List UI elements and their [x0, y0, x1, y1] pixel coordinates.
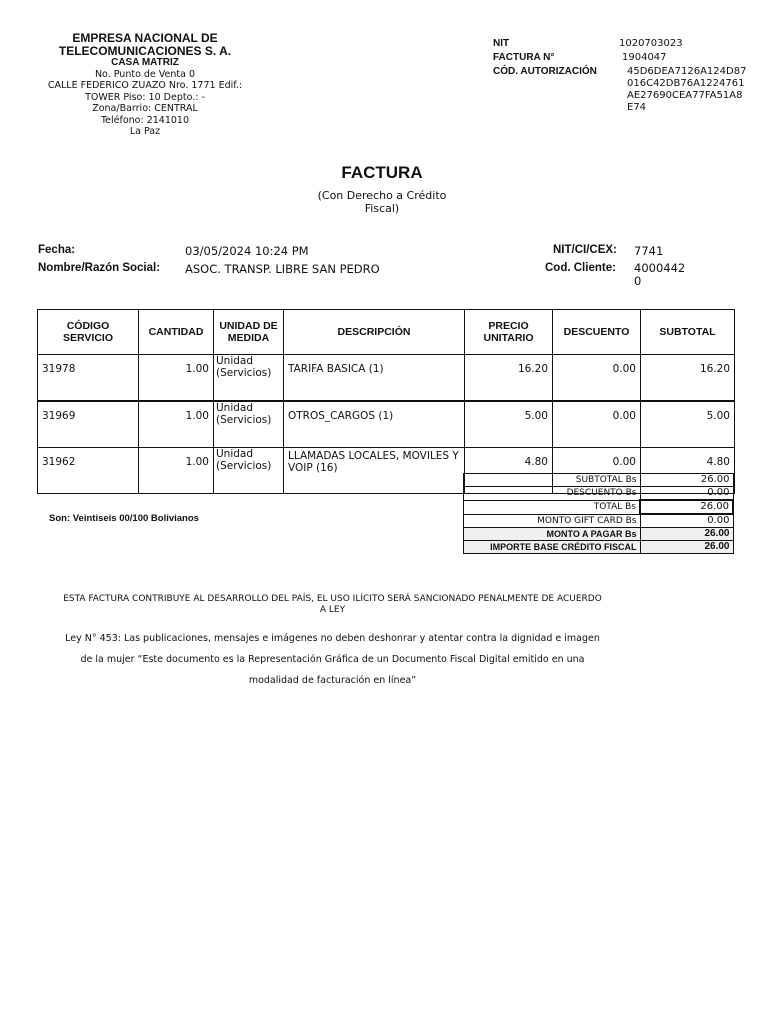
cell-price: 5.00: [465, 401, 553, 448]
table-row: [38, 355, 735, 402]
company-phone: Teléfono: 2141010: [100, 114, 190, 126]
cell-desc: TARIFA BASICA (1): [284, 355, 465, 402]
cell-qty: 1.00: [139, 355, 214, 402]
amount-in-words: Son: Veintiseis 00/100 Bolivianos: [49, 513, 199, 524]
table-header-row: [38, 310, 735, 355]
header-price: PRECIO UNITARIO: [465, 310, 553, 355]
totals-row: [464, 541, 734, 554]
discount-label: DESCUENTO Bs: [464, 487, 641, 501]
company-address-2: TOWER Piso: 10 Depto.: -: [85, 91, 205, 103]
amount-due-value: 26.00: [640, 528, 733, 541]
gift-card-value: 0.00: [640, 514, 733, 528]
company-branch: CASA MATRIZ: [111, 57, 179, 68]
header-subtotal: SUBTOTAL: [641, 310, 735, 355]
auth-code-label: CÓD. AUTORIZACIÓN: [493, 66, 597, 77]
client-name-label: Nombre/Razón Social:: [38, 262, 161, 274]
cell-desc: LLAMADAS LOCALES, MOVILES Y VOIP (16): [284, 448, 465, 494]
cell-qty: 1.00: [139, 448, 214, 494]
cell-discount: 0.00: [553, 355, 641, 402]
nit-label: NIT: [493, 38, 510, 49]
cell-code: 31978: [38, 355, 139, 402]
header-discount: DESCUENTO: [553, 310, 641, 355]
total-label: TOTAL Bs: [464, 500, 641, 514]
invoice-number-label: FACTURA N°: [493, 52, 555, 63]
company-block: [40, 32, 250, 138]
client-id-value: 7741: [634, 244, 664, 258]
client-name-value: ASOC. TRANSP. LIBRE SAN PEDRO: [185, 262, 380, 276]
client-id-label: NIT/CI/CEX:: [553, 244, 617, 256]
subtotal-value: 26.00: [640, 474, 733, 487]
cell-code: 31969: [38, 401, 139, 448]
cell-price: 4.80: [465, 448, 553, 494]
tax-base-value: 26.00: [640, 541, 733, 554]
point-of-sale: No. Punto de Venta 0: [94, 68, 196, 80]
totals-row: [464, 487, 734, 501]
totals-row: [464, 528, 734, 541]
date-label: Fecha:: [38, 244, 76, 256]
header-unit: UNIDAD DE MEDIDA: [214, 310, 284, 355]
totals-row: [464, 474, 734, 487]
header-desc: DESCRIPCIÓN: [284, 310, 465, 355]
invoice-number-value: 1904047: [622, 52, 667, 63]
cell-unit: Unidad (Servicios): [214, 448, 284, 494]
cell-unit: Unidad (Servicios): [214, 401, 284, 448]
client-code-label: Cod. Cliente:: [545, 262, 616, 274]
date-value: 03/05/2024 10:24 PM: [185, 244, 309, 258]
law-notice: Ley N° 453: Las publicaciones, mensajes e imágenes no deben deshonrar y atentar contra la dignidad e imagen de la mujer “Este documento es la Representación Gráfica de un Documento Fiscal Digital emitido en una modalidad de facturación en línea”: [65, 633, 600, 686]
company-city: La Paz: [129, 126, 161, 137]
nit-value: 1020703023: [619, 38, 683, 49]
cell-code: 31962: [38, 448, 139, 494]
client-code-value: 40004420: [634, 261, 686, 288]
subtotal-label: SUBTOTAL Bs: [464, 474, 641, 487]
gift-card-label: MONTO GIFT CARD Bs: [464, 514, 641, 528]
company-zone: Zona/Barrio: CENTRAL: [92, 103, 198, 114]
totals-table: [463, 473, 734, 554]
company-address: CALLE FEDERICO ZUAZO Nro. 1771 Edif.:: [47, 80, 243, 91]
subtitle-text: (Con Derecho a Crédito Fiscal): [317, 189, 447, 215]
company-name: EMPRESA NACIONAL DE TELECOMUNICACIONES S. A.: [58, 31, 232, 58]
cell-qty: 1.00: [139, 401, 214, 448]
document-title: FACTURA: [341, 163, 423, 182]
auth-code-value: 45D6DEA7126A124D87016C42DB76A1224761AE27690CEA77FA51A8E74: [627, 66, 747, 113]
total-value: 26.00: [640, 500, 733, 514]
cell-desc: OTROS_CARGOS (1): [284, 401, 465, 448]
cell-discount: 0.00: [553, 401, 641, 448]
amount-due-label: MONTO A PAGAR Bs: [464, 528, 641, 541]
items-table: [37, 309, 735, 494]
totals-row: [464, 514, 734, 528]
header-code: CÓDIGO SERVICIO: [38, 310, 139, 355]
cell-subtotal: 4.80: [641, 448, 735, 494]
cell-subtotal: 16.20: [641, 355, 735, 402]
tax-base-label: IMPORTE BASE CRÉDITO FISCAL: [464, 541, 641, 554]
totals-row: [464, 500, 734, 514]
discount-value: 0.00: [640, 487, 733, 501]
table-row: [38, 401, 735, 448]
cell-unit: Unidad (Servicios): [214, 355, 284, 402]
cell-discount: 0.00: [553, 448, 641, 494]
header-qty: CANTIDAD: [139, 310, 214, 355]
legal-notice: ESTA FACTURA CONTRIBUYE AL DESARROLLO DEL PAÍS, EL USO ILÍCITO SERÁ SANCIONADO PENALMENTE DE ACUERDO A LEY: [63, 594, 602, 615]
cell-subtotal: 5.00: [641, 401, 735, 448]
cell-price: 16.20: [465, 355, 553, 402]
document-subtitle: [0, 189, 764, 215]
